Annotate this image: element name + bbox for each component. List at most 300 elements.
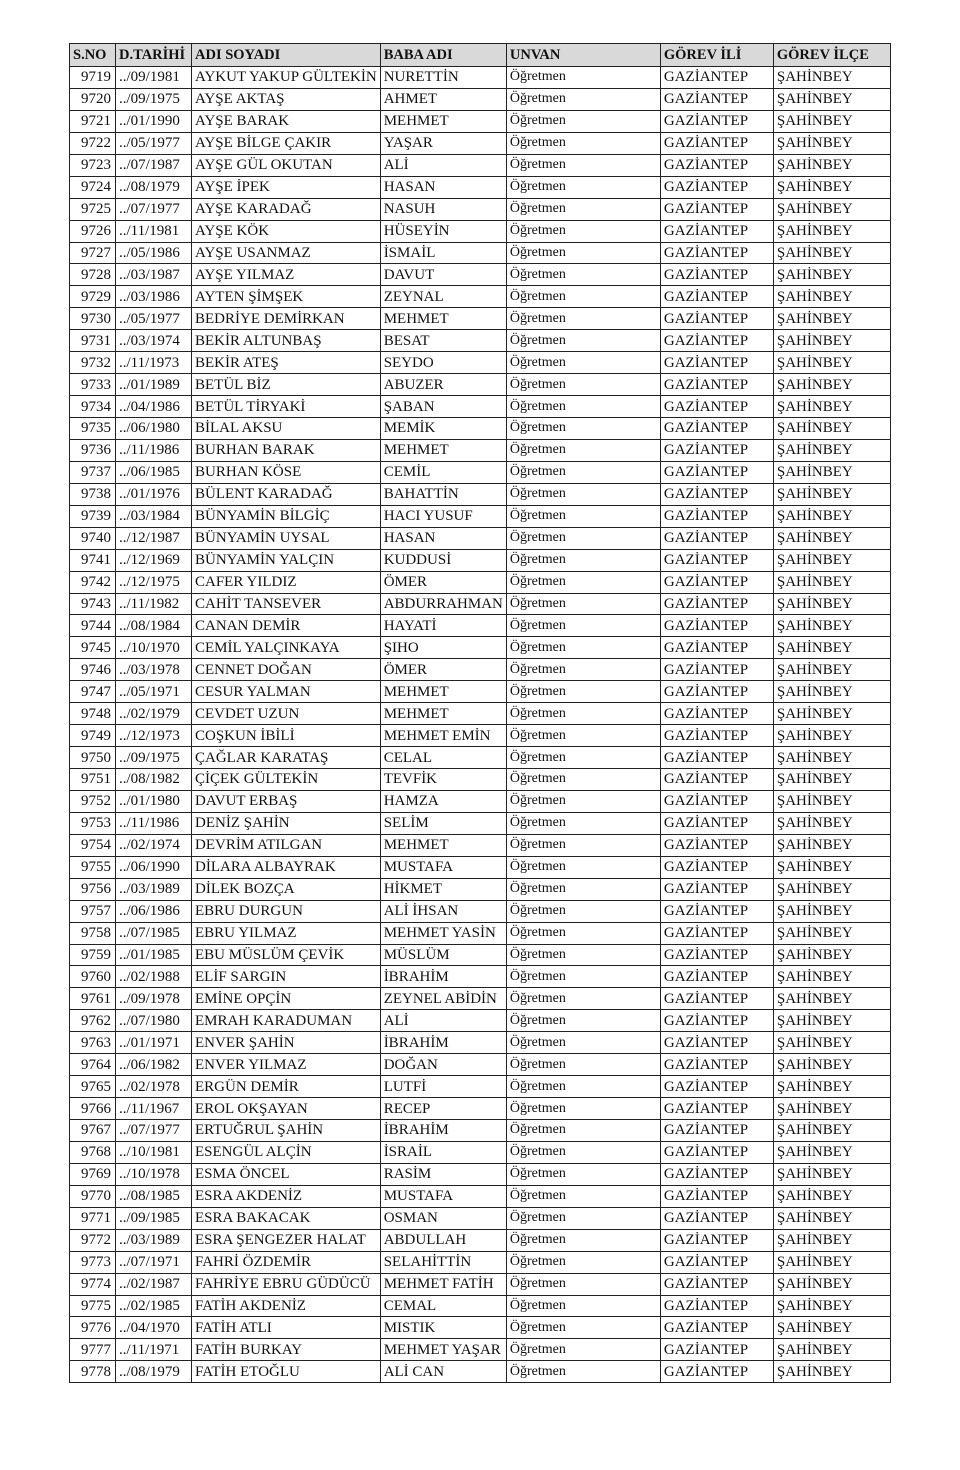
cell-father-name: KUDDUSİ xyxy=(380,549,506,571)
cell-sno: 9766 xyxy=(70,1098,116,1120)
cell-duty-district: ŞAHİNBEY xyxy=(773,374,890,396)
cell-duty-province: GAZİANTEP xyxy=(660,1317,773,1339)
cell-full-name: ÇİÇEK GÜLTEKİN xyxy=(192,769,381,791)
table-row xyxy=(70,110,891,132)
cell-duty-district: ŞAHİNBEY xyxy=(773,461,890,483)
table-row xyxy=(70,330,891,352)
cell-father-name: HİKMET xyxy=(380,878,506,900)
cell-title: Öğretmen xyxy=(506,659,660,681)
cell-birth-date: ../06/1980 xyxy=(116,418,192,440)
cell-father-name: ALİ CAN xyxy=(380,1361,506,1383)
table-row xyxy=(70,1141,891,1163)
cell-duty-province: GAZİANTEP xyxy=(660,439,773,461)
cell-father-name: DOĞAN xyxy=(380,1054,506,1076)
table-row xyxy=(70,1010,891,1032)
cell-full-name: EMİNE OPÇİN xyxy=(192,988,381,1010)
cell-father-name: MEHMET xyxy=(380,110,506,132)
header-row xyxy=(70,44,891,67)
cell-birth-date: ../08/1979 xyxy=(116,176,192,198)
cell-duty-province: GAZİANTEP xyxy=(660,1032,773,1054)
cell-duty-province: GAZİANTEP xyxy=(660,856,773,878)
cell-full-name: CENNET DOĞAN xyxy=(192,659,381,681)
cell-full-name: CAHİT TANSEVER xyxy=(192,593,381,615)
cell-full-name: FATİH BURKAY xyxy=(192,1339,381,1361)
cell-father-name: TEVFİK xyxy=(380,769,506,791)
cell-full-name: ESENGÜL ALÇİN xyxy=(192,1141,381,1163)
cell-sno: 9764 xyxy=(70,1054,116,1076)
cell-father-name: BAHATTİN xyxy=(380,483,506,505)
cell-duty-district: ŞAHİNBEY xyxy=(773,988,890,1010)
cell-father-name: OSMAN xyxy=(380,1207,506,1229)
cell-full-name: AYŞE YILMAZ xyxy=(192,264,381,286)
cell-sno: 9745 xyxy=(70,637,116,659)
cell-sno: 9731 xyxy=(70,330,116,352)
table-row xyxy=(70,1054,891,1076)
table-row xyxy=(70,198,891,220)
cell-title: Öğretmen xyxy=(506,966,660,988)
cell-birth-date: ../02/1979 xyxy=(116,703,192,725)
cell-father-name: SELAHİTTİN xyxy=(380,1251,506,1273)
cell-title: Öğretmen xyxy=(506,812,660,834)
cell-duty-province: GAZİANTEP xyxy=(660,637,773,659)
cell-full-name: AYKUT YAKUP GÜLTEKİN xyxy=(192,67,381,89)
cell-title: Öğretmen xyxy=(506,88,660,110)
cell-birth-date: ../02/1974 xyxy=(116,834,192,856)
cell-birth-date: ../11/1973 xyxy=(116,352,192,374)
cell-father-name: CEMİL xyxy=(380,461,506,483)
table-row xyxy=(70,374,891,396)
cell-sno: 9738 xyxy=(70,483,116,505)
cell-sno: 9775 xyxy=(70,1295,116,1317)
cell-title: Öğretmen xyxy=(506,725,660,747)
table-row xyxy=(70,856,891,878)
cell-full-name: AYTEN ŞİMŞEK xyxy=(192,286,381,308)
cell-title: Öğretmen xyxy=(506,132,660,154)
cell-sno: 9777 xyxy=(70,1339,116,1361)
cell-title: Öğretmen xyxy=(506,769,660,791)
table-row xyxy=(70,1185,891,1207)
cell-title: Öğretmen xyxy=(506,834,660,856)
cell-title: Öğretmen xyxy=(506,286,660,308)
cell-duty-province: GAZİANTEP xyxy=(660,461,773,483)
table-row xyxy=(70,703,891,725)
cell-full-name: EBRU YILMAZ xyxy=(192,922,381,944)
cell-duty-district: ŞAHİNBEY xyxy=(773,878,890,900)
cell-sno: 9730 xyxy=(70,308,116,330)
cell-duty-province: GAZİANTEP xyxy=(660,1251,773,1273)
table-row xyxy=(70,1339,891,1361)
cell-title: Öğretmen xyxy=(506,110,660,132)
cell-father-name: DAVUT xyxy=(380,264,506,286)
cell-title: Öğretmen xyxy=(506,1076,660,1098)
cell-sno: 9778 xyxy=(70,1361,116,1383)
cell-full-name: CEMİL YALÇINKAYA xyxy=(192,637,381,659)
table-body xyxy=(70,67,891,1383)
cell-duty-province: GAZİANTEP xyxy=(660,67,773,89)
cell-title: Öğretmen xyxy=(506,483,660,505)
cell-duty-province: GAZİANTEP xyxy=(660,154,773,176)
table-row xyxy=(70,1295,891,1317)
cell-full-name: BİLAL AKSU xyxy=(192,418,381,440)
cell-duty-district: ŞAHİNBEY xyxy=(773,88,890,110)
cell-duty-district: ŞAHİNBEY xyxy=(773,1251,890,1273)
table-row xyxy=(70,1120,891,1142)
cell-duty-district: ŞAHİNBEY xyxy=(773,812,890,834)
cell-duty-district: ŞAHİNBEY xyxy=(773,67,890,89)
cell-birth-date: ../07/1987 xyxy=(116,154,192,176)
cell-father-name: İBRAHİM xyxy=(380,1032,506,1054)
cell-full-name: ELİF SARGIN xyxy=(192,966,381,988)
cell-duty-district: ŞAHİNBEY xyxy=(773,681,890,703)
table-row xyxy=(70,1207,891,1229)
cell-duty-province: GAZİANTEP xyxy=(660,1141,773,1163)
table-row xyxy=(70,1251,891,1273)
cell-birth-date: ../03/1987 xyxy=(116,264,192,286)
cell-title: Öğretmen xyxy=(506,1339,660,1361)
cell-father-name: MEHMET xyxy=(380,703,506,725)
cell-sno: 9725 xyxy=(70,198,116,220)
cell-sno: 9774 xyxy=(70,1273,116,1295)
cell-birth-date: ../05/1977 xyxy=(116,132,192,154)
cell-birth-date: ../08/1985 xyxy=(116,1185,192,1207)
cell-father-name: MÜSLÜM xyxy=(380,944,506,966)
cell-duty-province: GAZİANTEP xyxy=(660,308,773,330)
cell-duty-province: GAZİANTEP xyxy=(660,1120,773,1142)
cell-birth-date: ../12/1973 xyxy=(116,725,192,747)
cell-sno: 9768 xyxy=(70,1141,116,1163)
cell-father-name: MEHMET EMİN xyxy=(380,725,506,747)
cell-sno: 9722 xyxy=(70,132,116,154)
cell-birth-date: ../03/1989 xyxy=(116,878,192,900)
cell-full-name: AYŞE BARAK xyxy=(192,110,381,132)
cell-duty-district: ŞAHİNBEY xyxy=(773,439,890,461)
cell-duty-province: GAZİANTEP xyxy=(660,1185,773,1207)
cell-birth-date: ../06/1982 xyxy=(116,1054,192,1076)
table-row xyxy=(70,132,891,154)
cell-duty-province: GAZİANTEP xyxy=(660,593,773,615)
cell-duty-district: ŞAHİNBEY xyxy=(773,352,890,374)
table-row xyxy=(70,220,891,242)
cell-title: Öğretmen xyxy=(506,439,660,461)
cell-title: Öğretmen xyxy=(506,1141,660,1163)
header-duty-province: GÖREV İLİ xyxy=(660,44,773,67)
cell-sno: 9761 xyxy=(70,988,116,1010)
cell-duty-province: GAZİANTEP xyxy=(660,242,773,264)
table-row xyxy=(70,505,891,527)
cell-sno: 9770 xyxy=(70,1185,116,1207)
table-row xyxy=(70,944,891,966)
cell-full-name: EBRU DURGUN xyxy=(192,900,381,922)
cell-birth-date: ../02/1988 xyxy=(116,966,192,988)
header-sno: S.NO xyxy=(70,44,116,67)
cell-duty-province: GAZİANTEP xyxy=(660,1010,773,1032)
cell-father-name: ŞABAN xyxy=(380,396,506,418)
table-row xyxy=(70,769,891,791)
cell-duty-district: ŞAHİNBEY xyxy=(773,132,890,154)
cell-title: Öğretmen xyxy=(506,681,660,703)
cell-title: Öğretmen xyxy=(506,922,660,944)
cell-sno: 9773 xyxy=(70,1251,116,1273)
cell-duty-district: ŞAHİNBEY xyxy=(773,1098,890,1120)
cell-birth-date: ../01/1971 xyxy=(116,1032,192,1054)
cell-duty-district: ŞAHİNBEY xyxy=(773,1076,890,1098)
cell-duty-district: ŞAHİNBEY xyxy=(773,1185,890,1207)
cell-birth-date: ../01/1985 xyxy=(116,944,192,966)
cell-duty-district: ŞAHİNBEY xyxy=(773,856,890,878)
cell-duty-district: ŞAHİNBEY xyxy=(773,593,890,615)
cell-sno: 9737 xyxy=(70,461,116,483)
cell-title: Öğretmen xyxy=(506,220,660,242)
cell-duty-province: GAZİANTEP xyxy=(660,220,773,242)
table-row xyxy=(70,922,891,944)
cell-birth-date: ../08/1979 xyxy=(116,1361,192,1383)
cell-full-name: BURHAN KÖSE xyxy=(192,461,381,483)
cell-duty-district: ŞAHİNBEY xyxy=(773,900,890,922)
cell-duty-province: GAZİANTEP xyxy=(660,1098,773,1120)
cell-birth-date: ../02/1985 xyxy=(116,1295,192,1317)
cell-full-name: FAHRİYE EBRU GÜDÜCÜ xyxy=(192,1273,381,1295)
table-row xyxy=(70,1361,891,1383)
cell-birth-date: ../11/1982 xyxy=(116,593,192,615)
table-row xyxy=(70,1317,891,1339)
cell-sno: 9762 xyxy=(70,1010,116,1032)
cell-father-name: HAMZA xyxy=(380,790,506,812)
cell-duty-district: ŞAHİNBEY xyxy=(773,944,890,966)
cell-duty-district: ŞAHİNBEY xyxy=(773,220,890,242)
cell-title: Öğretmen xyxy=(506,154,660,176)
cell-birth-date: ../03/1989 xyxy=(116,1229,192,1251)
cell-duty-province: GAZİANTEP xyxy=(660,352,773,374)
cell-duty-district: ŞAHİNBEY xyxy=(773,1295,890,1317)
cell-sno: 9720 xyxy=(70,88,116,110)
cell-full-name: CAFER YILDIZ xyxy=(192,571,381,593)
cell-birth-date: ../05/1971 xyxy=(116,681,192,703)
cell-title: Öğretmen xyxy=(506,878,660,900)
cell-title: Öğretmen xyxy=(506,1229,660,1251)
cell-duty-province: GAZİANTEP xyxy=(660,922,773,944)
cell-father-name: ALİ İHSAN xyxy=(380,900,506,922)
cell-sno: 9758 xyxy=(70,922,116,944)
cell-full-name: ÇAĞLAR KARATAŞ xyxy=(192,747,381,769)
cell-title: Öğretmen xyxy=(506,352,660,374)
cell-father-name: MEHMET YASİN xyxy=(380,922,506,944)
cell-duty-district: ŞAHİNBEY xyxy=(773,571,890,593)
cell-duty-district: ŞAHİNBEY xyxy=(773,615,890,637)
cell-duty-province: GAZİANTEP xyxy=(660,878,773,900)
header-title: UNVAN xyxy=(506,44,660,67)
cell-duty-district: ŞAHİNBEY xyxy=(773,1163,890,1185)
cell-duty-province: GAZİANTEP xyxy=(660,132,773,154)
cell-full-name: AYŞE İPEK xyxy=(192,176,381,198)
cell-birth-date: ../03/1986 xyxy=(116,286,192,308)
table-row xyxy=(70,571,891,593)
table-row xyxy=(70,900,891,922)
cell-sno: 9723 xyxy=(70,154,116,176)
cell-duty-province: GAZİANTEP xyxy=(660,725,773,747)
cell-sno: 9727 xyxy=(70,242,116,264)
cell-duty-district: ŞAHİNBEY xyxy=(773,1032,890,1054)
cell-full-name: AYŞE AKTAŞ xyxy=(192,88,381,110)
cell-title: Öğretmen xyxy=(506,703,660,725)
cell-full-name: AYŞE GÜL OKUTAN xyxy=(192,154,381,176)
table-row xyxy=(70,615,891,637)
cell-sno: 9749 xyxy=(70,725,116,747)
cell-full-name: CEVDET UZUN xyxy=(192,703,381,725)
cell-duty-province: GAZİANTEP xyxy=(660,966,773,988)
cell-birth-date: ../12/1987 xyxy=(116,527,192,549)
cell-sno: 9740 xyxy=(70,527,116,549)
table-row xyxy=(70,352,891,374)
cell-father-name: HAYATİ xyxy=(380,615,506,637)
cell-sno: 9771 xyxy=(70,1207,116,1229)
table-row xyxy=(70,1163,891,1185)
cell-birth-date: ../04/1970 xyxy=(116,1317,192,1339)
cell-duty-district: ŞAHİNBEY xyxy=(773,527,890,549)
table-row xyxy=(70,747,891,769)
cell-duty-province: GAZİANTEP xyxy=(660,330,773,352)
cell-duty-district: ŞAHİNBEY xyxy=(773,198,890,220)
cell-title: Öğretmen xyxy=(506,418,660,440)
cell-father-name: NURETTİN xyxy=(380,67,506,89)
cell-full-name: DAVUT ERBAŞ xyxy=(192,790,381,812)
cell-birth-date: ../05/1986 xyxy=(116,242,192,264)
cell-title: Öğretmen xyxy=(506,747,660,769)
cell-father-name: ÖMER xyxy=(380,659,506,681)
cell-father-name: ABUZER xyxy=(380,374,506,396)
cell-title: Öğretmen xyxy=(506,198,660,220)
cell-title: Öğretmen xyxy=(506,549,660,571)
cell-duty-district: ŞAHİNBEY xyxy=(773,1273,890,1295)
cell-sno: 9733 xyxy=(70,374,116,396)
cell-father-name: CELAL xyxy=(380,747,506,769)
cell-sno: 9752 xyxy=(70,790,116,812)
cell-duty-province: GAZİANTEP xyxy=(660,834,773,856)
cell-title: Öğretmen xyxy=(506,1273,660,1295)
cell-duty-province: GAZİANTEP xyxy=(660,549,773,571)
cell-duty-district: ŞAHİNBEY xyxy=(773,1054,890,1076)
cell-full-name: AYŞE USANMAZ xyxy=(192,242,381,264)
cell-duty-province: GAZİANTEP xyxy=(660,374,773,396)
cell-sno: 9741 xyxy=(70,549,116,571)
cell-duty-province: GAZİANTEP xyxy=(660,1076,773,1098)
cell-duty-province: GAZİANTEP xyxy=(660,527,773,549)
cell-father-name: HACI YUSUF xyxy=(380,505,506,527)
cell-title: Öğretmen xyxy=(506,1317,660,1339)
cell-father-name: YAŞAR xyxy=(380,132,506,154)
cell-title: Öğretmen xyxy=(506,264,660,286)
cell-birth-date: ../07/1980 xyxy=(116,1010,192,1032)
cell-full-name: AYŞE KÖK xyxy=(192,220,381,242)
cell-duty-district: ŞAHİNBEY xyxy=(773,790,890,812)
cell-duty-district: ŞAHİNBEY xyxy=(773,286,890,308)
cell-duty-district: ŞAHİNBEY xyxy=(773,834,890,856)
table-row xyxy=(70,527,891,549)
cell-birth-date: ../04/1986 xyxy=(116,396,192,418)
cell-father-name: MISTIK xyxy=(380,1317,506,1339)
cell-full-name: BÜNYAMİN UYSAL xyxy=(192,527,381,549)
cell-birth-date: ../11/1986 xyxy=(116,812,192,834)
cell-sno: 9759 xyxy=(70,944,116,966)
cell-full-name: BEDRİYE DEMİRKAN xyxy=(192,308,381,330)
cell-duty-province: GAZİANTEP xyxy=(660,1163,773,1185)
cell-birth-date: ../11/1967 xyxy=(116,1098,192,1120)
cell-sno: 9765 xyxy=(70,1076,116,1098)
cell-full-name: ESRA ŞENGEZER HALAT xyxy=(192,1229,381,1251)
table-row xyxy=(70,593,891,615)
cell-title: Öğretmen xyxy=(506,176,660,198)
cell-duty-district: ŞAHİNBEY xyxy=(773,1120,890,1142)
table-row xyxy=(70,1273,891,1295)
cell-father-name: İBRAHİM xyxy=(380,966,506,988)
cell-title: Öğretmen xyxy=(506,330,660,352)
cell-full-name: ERTUĞRUL ŞAHİN xyxy=(192,1120,381,1142)
cell-father-name: MEHMET xyxy=(380,834,506,856)
cell-father-name: İSMAİL xyxy=(380,242,506,264)
cell-father-name: ABDULLAH xyxy=(380,1229,506,1251)
cell-title: Öğretmen xyxy=(506,1295,660,1317)
cell-title: Öğretmen xyxy=(506,1361,660,1383)
cell-sno: 9743 xyxy=(70,593,116,615)
cell-father-name: İSRAİL xyxy=(380,1141,506,1163)
table-row xyxy=(70,681,891,703)
cell-duty-province: GAZİANTEP xyxy=(660,198,773,220)
cell-title: Öğretmen xyxy=(506,1054,660,1076)
cell-duty-district: ŞAHİNBEY xyxy=(773,637,890,659)
cell-title: Öğretmen xyxy=(506,1098,660,1120)
cell-duty-province: GAZİANTEP xyxy=(660,483,773,505)
cell-full-name: CESUR YALMAN xyxy=(192,681,381,703)
cell-birth-date: ../01/1989 xyxy=(116,374,192,396)
cell-full-name: ERGÜN DEMİR xyxy=(192,1076,381,1098)
cell-sno: 9736 xyxy=(70,439,116,461)
cell-title: Öğretmen xyxy=(506,242,660,264)
cell-birth-date: ../03/1978 xyxy=(116,659,192,681)
cell-father-name: ŞIHO xyxy=(380,637,506,659)
cell-full-name: BÜNYAMİN BİLGİÇ xyxy=(192,505,381,527)
cell-sno: 9760 xyxy=(70,966,116,988)
cell-duty-district: ŞAHİNBEY xyxy=(773,922,890,944)
cell-duty-province: GAZİANTEP xyxy=(660,769,773,791)
cell-duty-district: ŞAHİNBEY xyxy=(773,659,890,681)
cell-birth-date: ../11/1986 xyxy=(116,439,192,461)
cell-birth-date: ../06/1990 xyxy=(116,856,192,878)
cell-sno: 9744 xyxy=(70,615,116,637)
cell-father-name: ALİ xyxy=(380,1010,506,1032)
cell-sno: 9742 xyxy=(70,571,116,593)
cell-duty-province: GAZİANTEP xyxy=(660,900,773,922)
cell-birth-date: ../05/1977 xyxy=(116,308,192,330)
cell-father-name: MUSTAFA xyxy=(380,856,506,878)
cell-duty-province: GAZİANTEP xyxy=(660,1295,773,1317)
cell-title: Öğretmen xyxy=(506,396,660,418)
cell-duty-province: GAZİANTEP xyxy=(660,176,773,198)
cell-duty-district: ŞAHİNBEY xyxy=(773,176,890,198)
cell-full-name: AYŞE KARADAĞ xyxy=(192,198,381,220)
cell-father-name: MEHMET YAŞAR xyxy=(380,1339,506,1361)
cell-birth-date: ../07/1977 xyxy=(116,198,192,220)
cell-birth-date: ../02/1987 xyxy=(116,1273,192,1295)
cell-father-name: HASAN xyxy=(380,176,506,198)
cell-full-name: BURHAN BARAK xyxy=(192,439,381,461)
cell-full-name: DİLEK BOZÇA xyxy=(192,878,381,900)
cell-sno: 9763 xyxy=(70,1032,116,1054)
cell-birth-date: ../07/1971 xyxy=(116,1251,192,1273)
cell-title: Öğretmen xyxy=(506,1010,660,1032)
cell-duty-district: ŞAHİNBEY xyxy=(773,308,890,330)
table-row xyxy=(70,154,891,176)
cell-father-name: ÖMER xyxy=(380,571,506,593)
cell-birth-date: ../12/1969 xyxy=(116,549,192,571)
